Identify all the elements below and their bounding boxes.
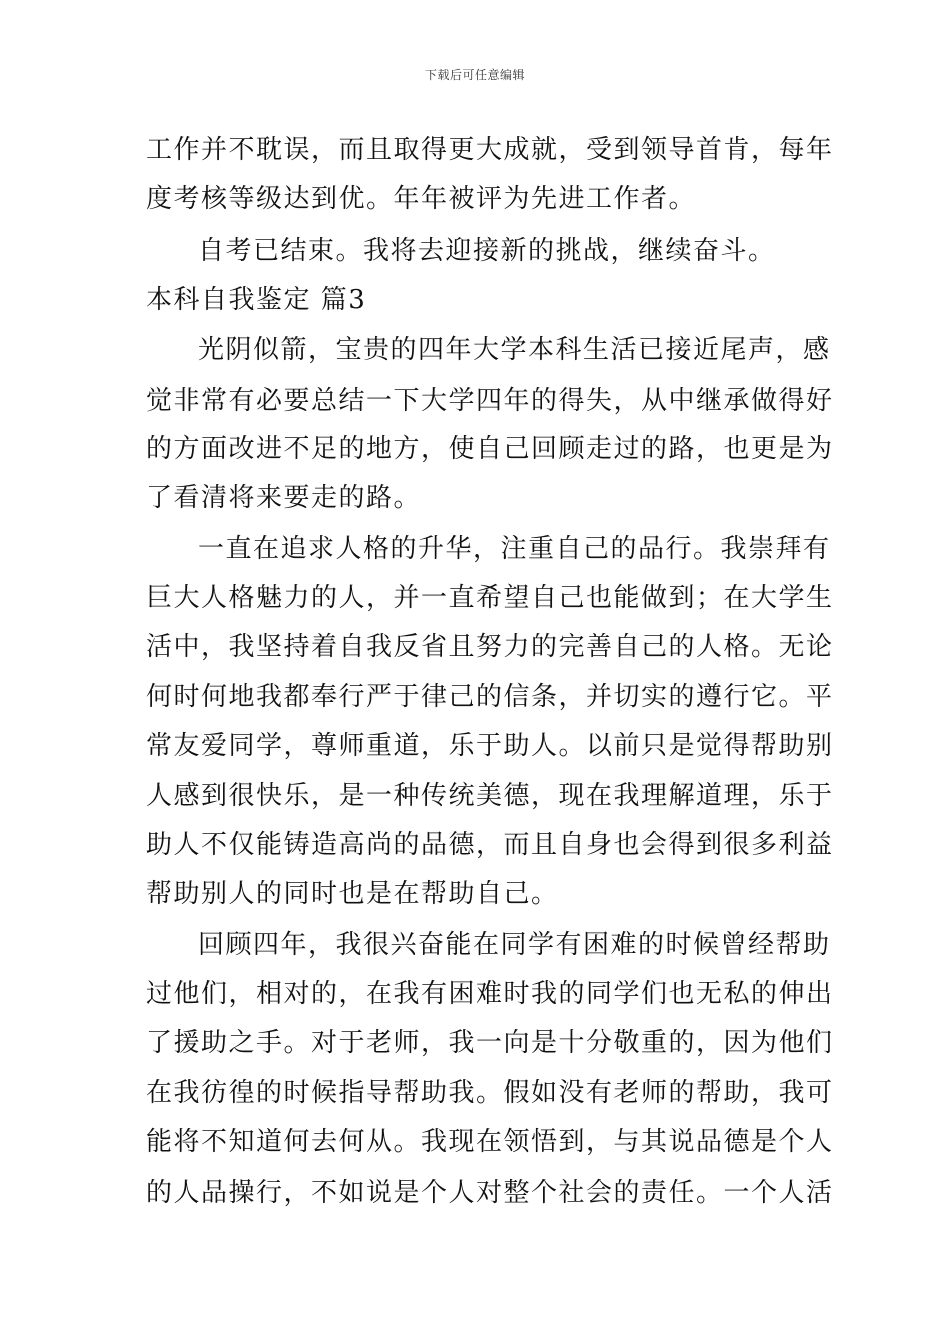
paragraph-first-line: 自考已结束。我将去迎接新的挑战，继续奋斗。 bbox=[198, 236, 776, 266]
body-line: 帮助别人的同时也是在帮助自己。 bbox=[146, 879, 559, 909]
paragraph-first-line: 回顾四年，我很兴奋能在同学有困难的时候曾经帮助 bbox=[198, 930, 831, 960]
body-line: 了看清将来要走的路。 bbox=[146, 483, 422, 513]
section-heading: 本科自我鉴定 篇3 bbox=[146, 285, 367, 315]
body-line: 了援助之手。对于老师，我一向是十分敬重的，因为他们 bbox=[146, 1028, 834, 1058]
body-line: 在我彷徨的时候指导帮助我。假如没有老师的帮助，我可 bbox=[146, 1078, 834, 1108]
header-note: 下载后可任意编辑 bbox=[424, 68, 525, 82]
body-line: 活中，我坚持着自我反省且努力的完善自己的人格。无论 bbox=[146, 632, 834, 662]
body-line: 巨大人格魅力的人，并一直希望自己也能做到；在大学生 bbox=[146, 583, 834, 613]
body-line: 人感到很快乐，是一种传统美德，现在我理解道理，乐于 bbox=[146, 781, 834, 811]
body-line: 的方面改进不足的地方，使自己回顾走过的路，也更是为 bbox=[146, 434, 834, 464]
body-line: 能将不知道何去何从。我现在领悟到，与其说品德是个人 bbox=[146, 1127, 834, 1157]
body-line: 何时何地我都奉行严于律己的信条，并切实的遵行它。平 bbox=[146, 682, 834, 712]
body-line: 常友爱同学，尊师重道，乐于助人。以前只是觉得帮助别 bbox=[146, 731, 834, 761]
paragraph-first-line: 光阴似箭，宝贵的四年大学本科生活已接近尾声，感 bbox=[198, 335, 831, 365]
body-line: 助人不仅能铸造高尚的品德，而且自身也会得到很多利益 bbox=[146, 830, 834, 860]
paragraph-first-line: 一直在追求人格的升华，注重自己的品行。我崇拜有 bbox=[198, 534, 831, 564]
body-line: 工作并不耽误，而且取得更大成就，受到领导首肯，每年 bbox=[146, 135, 834, 165]
body-line: 觉非常有必要总结一下大学四年的得失，从中继承做得好 bbox=[146, 386, 834, 416]
body-line: 过他们，相对的，在我有困难时我的同学们也无私的伸出 bbox=[146, 979, 834, 1009]
body-line: 度考核等级达到优。年年被评为先进工作者。 bbox=[146, 184, 697, 214]
body-line: 的人品操行，不如说是个人对整个社会的责任。一个人活 bbox=[146, 1178, 834, 1208]
